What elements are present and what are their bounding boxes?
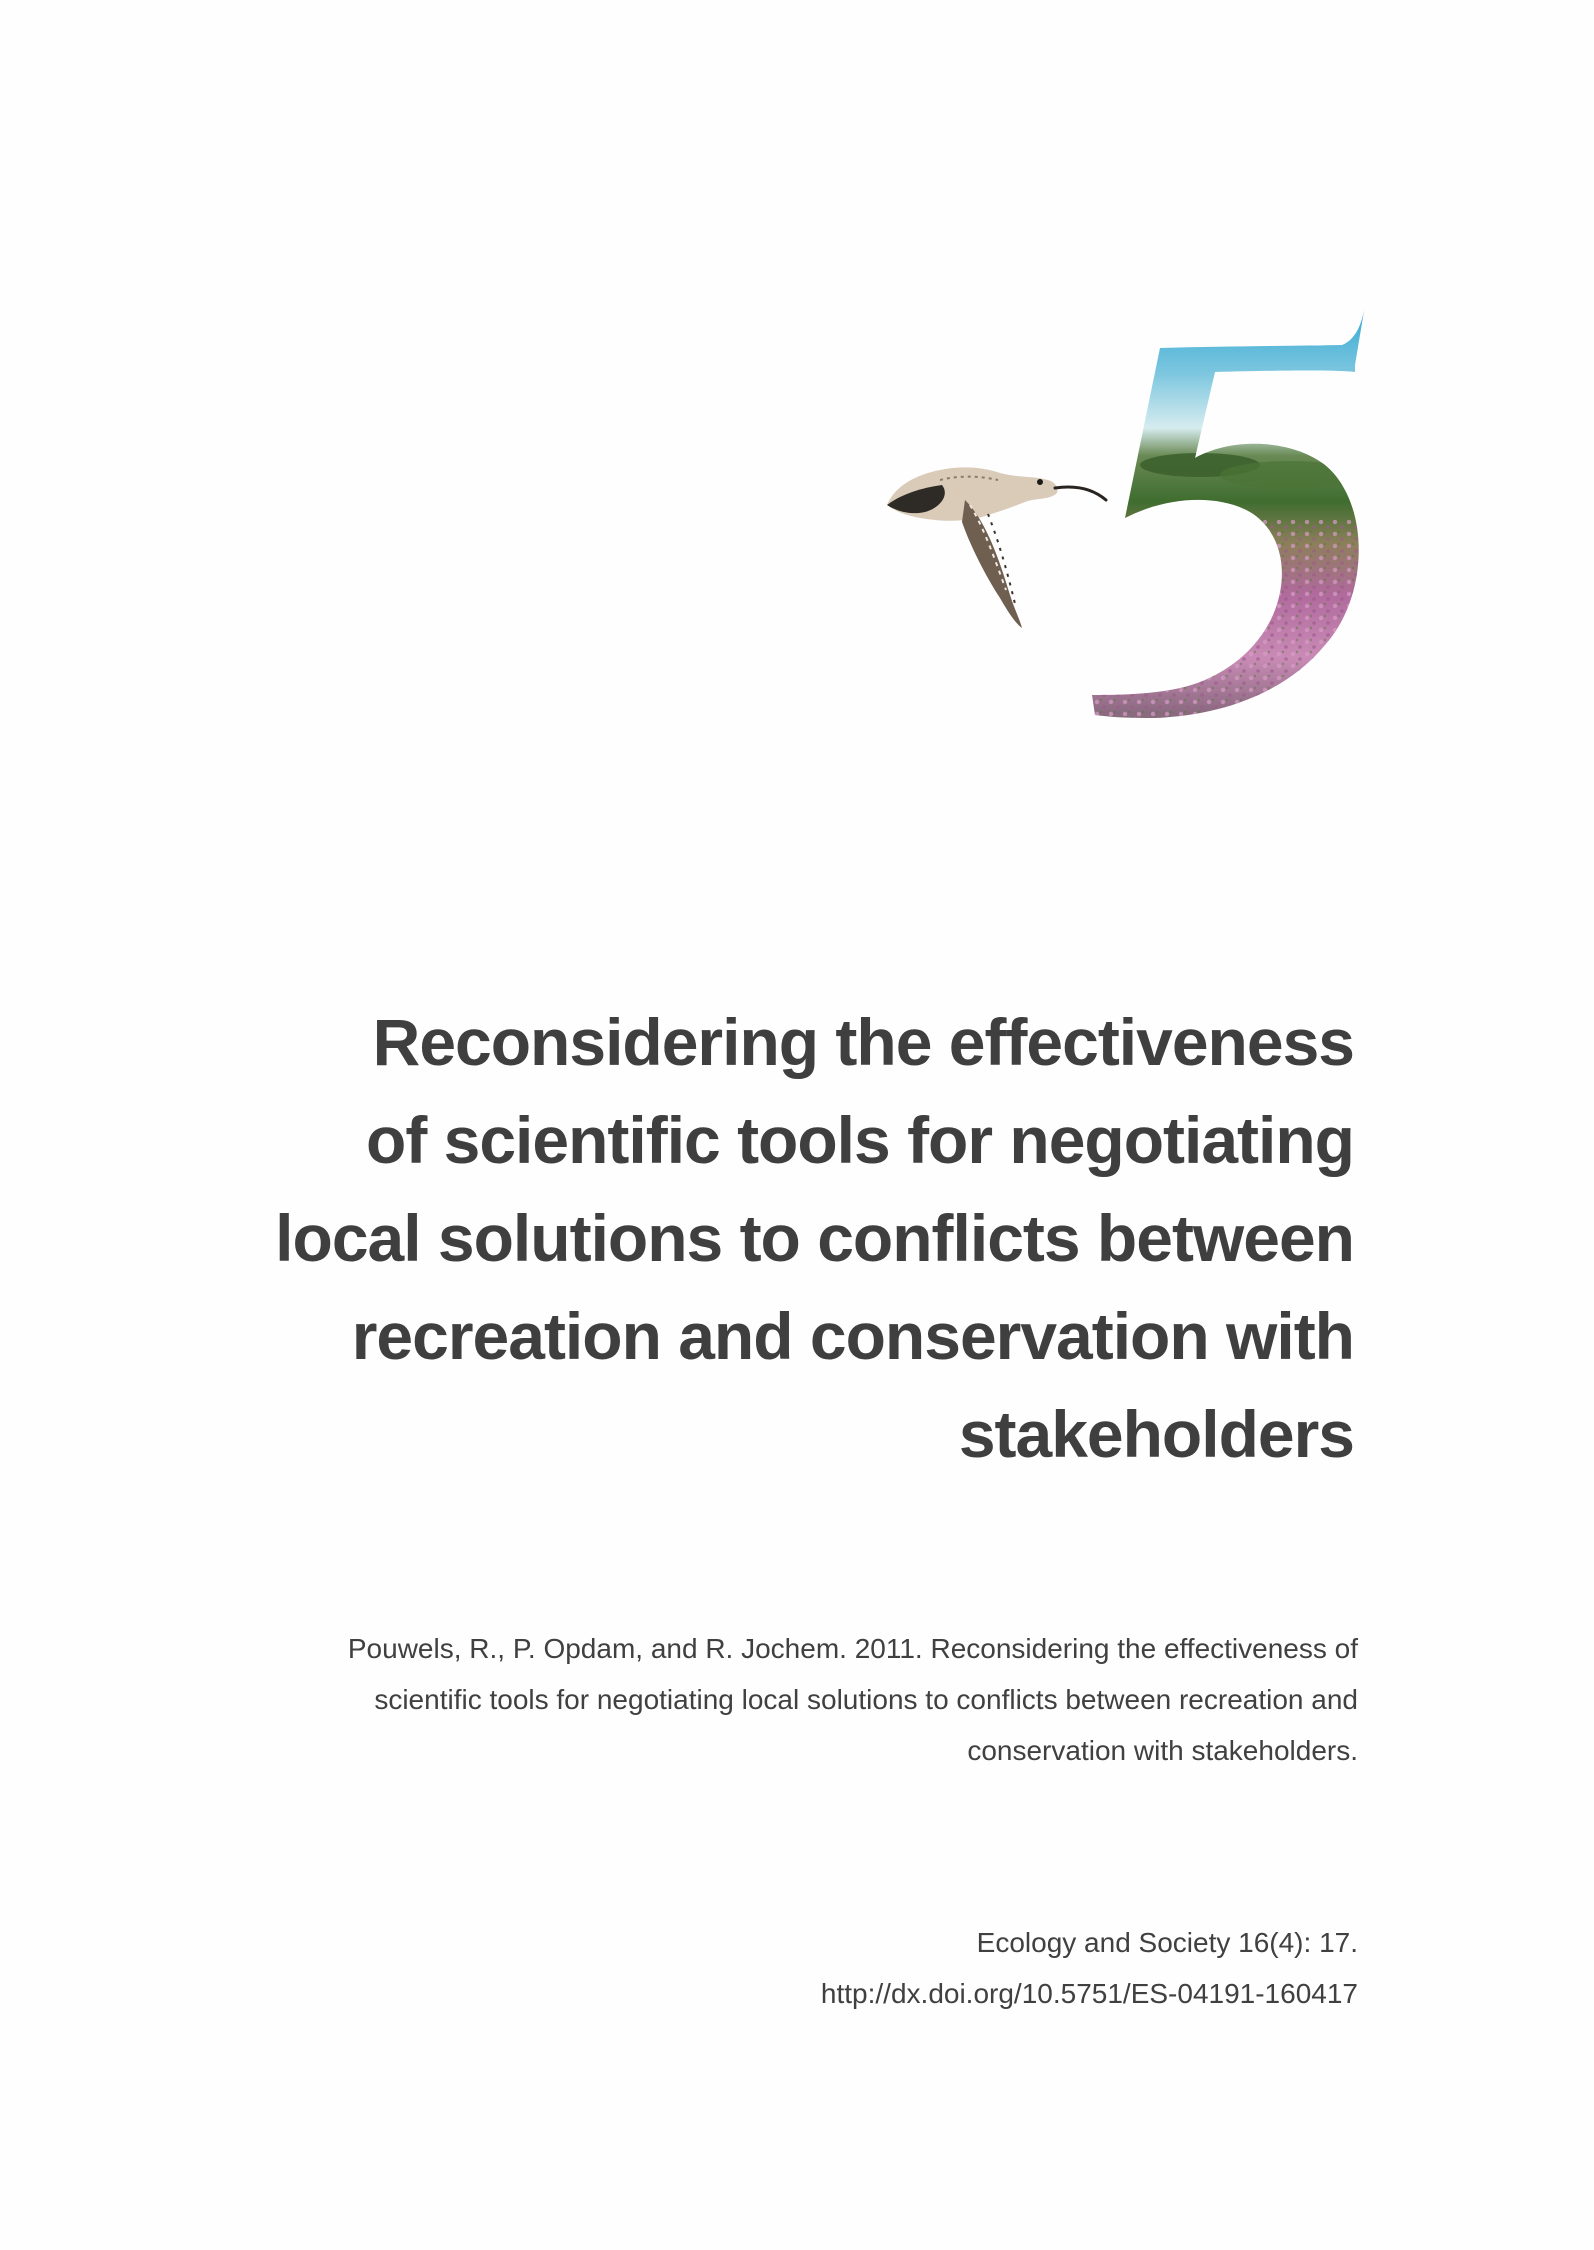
chapter-title-line: of scientific tools for negotiating	[366, 1103, 1354, 1177]
citation-line: Pouwels, R., P. Opdam, and R. Jochem. 2011. Reconsidering the effectiveness of	[347, 1633, 1358, 1664]
chapter-title-line: recreation and conservation with	[351, 1299, 1354, 1373]
journal-line: Ecology and Society 16(4): 17.	[976, 1927, 1358, 1958]
citation-line: conservation with stakeholders.	[967, 1735, 1358, 1766]
chapter-title-line: Reconsidering the effectiveness	[372, 1005, 1354, 1079]
journal-reference	[458, 1917, 1358, 2019]
citation-line: scientific tools for negotiating local solutions to conflicts between recreation and	[374, 1684, 1358, 1715]
chapter-title	[254, 993, 1354, 1483]
chapter-number-illustration	[860, 267, 1370, 750]
chapter-number-text: 5	[860, 267, 869, 284]
bird-curlew-image	[887, 467, 1106, 628]
chapter-title-line: stakeholders	[958, 1397, 1354, 1471]
chapter-title-line: local solutions to conflicts between	[275, 1201, 1354, 1275]
doi-link[interactable]: http://dx.doi.org/10.5751/ES-04191-160417	[820, 1978, 1358, 2009]
reference-citation	[258, 1623, 1358, 1776]
chapter-opener-artwork	[860, 267, 1370, 750]
chapter-number-5	[1070, 290, 1380, 750]
